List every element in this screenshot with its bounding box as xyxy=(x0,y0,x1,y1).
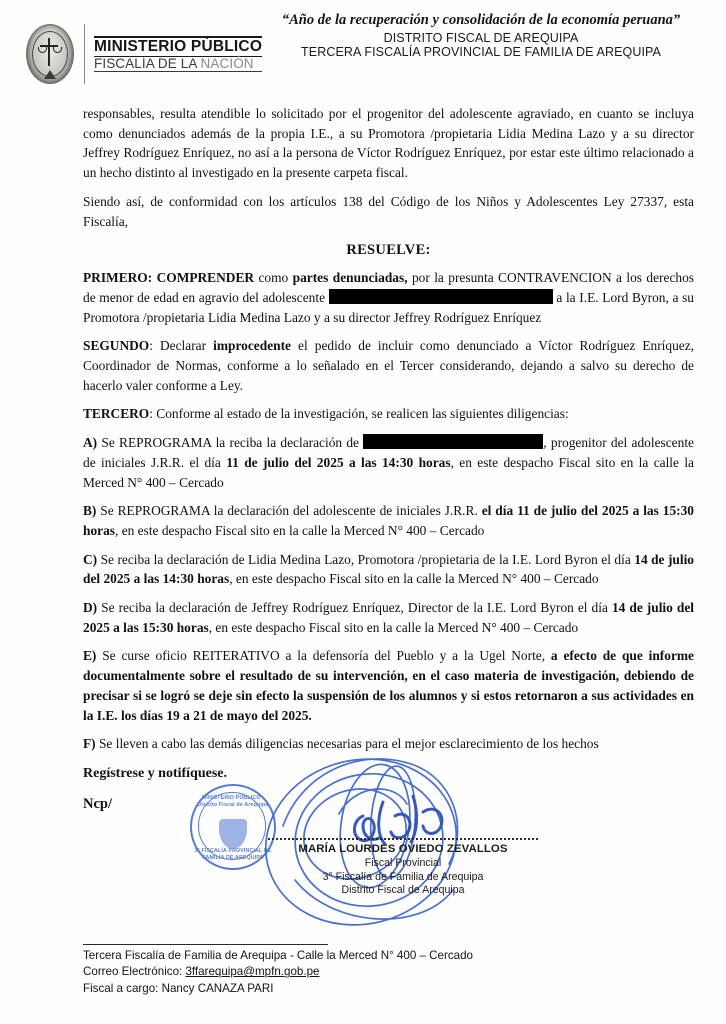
org-name-secondary: FISCALÍA DE LA NACIÓN xyxy=(94,57,262,73)
footer-address: Tercera Fiscalía de Familia de Arequipa - Calle la Merced N° 400 – Cercado xyxy=(83,949,473,962)
diligencia-d: D) Se reciba la declaración de Jeffrey Rodríguez Enríquez, Director de la I.E. Lord Byron el día 14 de julio del 2025 a las 15:30 horas, en este despacho Fiscal sito en la calle la Merced N° 400 – Cercado xyxy=(83,600,694,635)
diligencia-f: F) Se lleven a cabo las demás diligencias necesarias para el mejor esclarecimiento de los hechos xyxy=(83,736,599,752)
fiscal-office: 3° Fiscalía de Familia de Arequipa xyxy=(322,870,484,883)
fiscal-role: Fiscal Provincial xyxy=(364,856,442,869)
diligencia-b-label: B) xyxy=(83,503,97,519)
logo-divider xyxy=(84,24,85,84)
document-footer xyxy=(83,944,553,997)
diligencia-e-label: E) xyxy=(83,648,97,664)
resolution-primero: PRIMERO: COMPRENDER como partes denunciadas, por la presunta CONTRAVENCION a los derechos de menor de edad en agravio del adolescente a la I.E. Lord Byron, a su Promotora /propietaria Lidia Medina Lazo y a su director Jeffrey Rodríguez Enríquez xyxy=(83,270,695,325)
ministerio-publico-seal-icon xyxy=(22,18,78,90)
official-round-stamp-icon xyxy=(190,784,276,870)
registrese-line: Regístrese y notifíquese. xyxy=(83,766,227,781)
fiscal-district: Distrito Fiscal de Arequipa xyxy=(341,884,465,897)
primero-label: PRIMERO: xyxy=(83,270,153,286)
diligencia-c: C) Se reciba la declaración de Lidia Medina Lazo, Promotora /propietaria de la I.E. Lord Byron el día 14 de julio del 2025 a las 14:30 horas, en este despacho Fiscal sito en la calle la Merced N° 400 – Cercado xyxy=(83,551,694,587)
diligencia-e: E) Se curse oficio REITERATIVO a la defensoría del Pueblo y a la Ugel Norte, a efecto de que informe documentalmente sobre el resultado de su intervención, en el caso materia de investigación, debiendo de precisar si se logró se deje sin efecto la suspensión de los alumnos y si estos retornaron a sus actividades en la I.E. los días 19 a 21 de mayo del 2025. xyxy=(83,648,694,723)
signature-dotted-line xyxy=(268,838,538,840)
ncp-initials: Ncp/ xyxy=(83,796,112,812)
stamp-bottom-text: 3° FISCALÍA PROVINCIAL DE FAMILIA DE AREQUIPA xyxy=(194,848,272,861)
primero-keyword: COMPRENDER xyxy=(156,270,255,286)
footer-email[interactable]: 3ffarequipa@mpfn.gob.pe xyxy=(185,965,320,979)
signature-name-block xyxy=(268,838,538,898)
header-titles xyxy=(250,12,712,59)
diligencia-a: A) Se REPROGRAMA la reciba la declaración de , progenitor del adolescente de iniciales J.R.R. el día 11 de julio del 2025 a las 14:30 horas, en este despacho Fiscal sito en la calle la Merced N° 400 – Cercado xyxy=(83,435,694,490)
redaction-block xyxy=(329,289,441,304)
year-motto: “Año de la recuperación y consolidación de la economía peruana” xyxy=(281,12,681,28)
footer-fiscal-in-charge: Fiscal a cargo: Nancy CANAZA PARI xyxy=(83,981,274,995)
paragraph-legal-basis: Siendo así, de conformidad con los artículos 138 del Código de los Niños y Adolescentes Ley 27337, esta Fiscalía, xyxy=(83,193,694,229)
footer-email-line: Correo Electrónico: 3ffarequipa@mpfn.gob.pe xyxy=(83,965,320,979)
tercero-label: TERCERO xyxy=(83,406,150,422)
redaction-block xyxy=(363,434,543,449)
ministerio-publico-logo xyxy=(22,18,262,90)
diligencia-c-label: C) xyxy=(83,551,98,567)
stamp-top-text: MINISTERIO PÚBLICO · Distrito Fiscal de Arequipa xyxy=(197,795,269,808)
resolution-segundo: SEGUNDO: Declarar improcedente el pedido de incluir como denunciado a Víctor Rodríguez Enríquez, Coordinador de Normas, conforme a lo señalado en el Tercer considerando, dejando a salvo su derecho de hacerlo valer conforme a Ley. xyxy=(83,338,694,393)
segundo-label: SEGUNDO xyxy=(83,338,150,354)
diligencia-f-label: F) xyxy=(83,736,96,752)
district-title: DISTRITO FISCAL DE AREQUIPA xyxy=(383,30,579,45)
document-body xyxy=(83,104,694,763)
diligencia-a-label: A) xyxy=(83,435,98,451)
footer-divider xyxy=(83,944,328,945)
diligencia-b: B) Se REPROGRAMA la declaración del adolescente de iniciales J.R.R. el día 11 de julio del 2025 a las 15:30 horas, en este despacho Fiscal sito en la calle la Merced N° 400 – Cercado xyxy=(83,503,694,538)
signature-zone xyxy=(83,766,683,936)
document-header xyxy=(0,10,726,100)
diligencia-d-label: D) xyxy=(83,600,98,616)
org-name-primary: MINISTERIO PÚBLICO xyxy=(94,37,263,55)
fiscal-name: MARÍA LOURDES OVIEDO ZEVALLOS xyxy=(298,843,508,855)
resolution-tercero: TERCERO: Conforme al estado de la investigación, se realicen las siguientes diligencias: xyxy=(83,406,569,422)
office-title: TERCERA FISCALÍA PROVINCIAL DE FAMILIA DE AREQUIPA xyxy=(301,44,661,59)
resuelve-heading: RESUELVE: xyxy=(346,242,431,259)
redaction-block xyxy=(441,289,553,304)
paragraph-intro: responsables, resulta atendible lo solicitado por el progenitor del adolescente agraviado, en cuanto se incluya como denunciados además de la propia I.E., a su Promotora /propietaria Lidia Medina Lazo y a su director Jeffrey Rodríguez Enríquez, no así a la persona de Víctor Rodríguez Enríquez, por estar este último relacionado a un hecho distinto al investigado en la presente carpeta fiscal. xyxy=(83,106,694,181)
